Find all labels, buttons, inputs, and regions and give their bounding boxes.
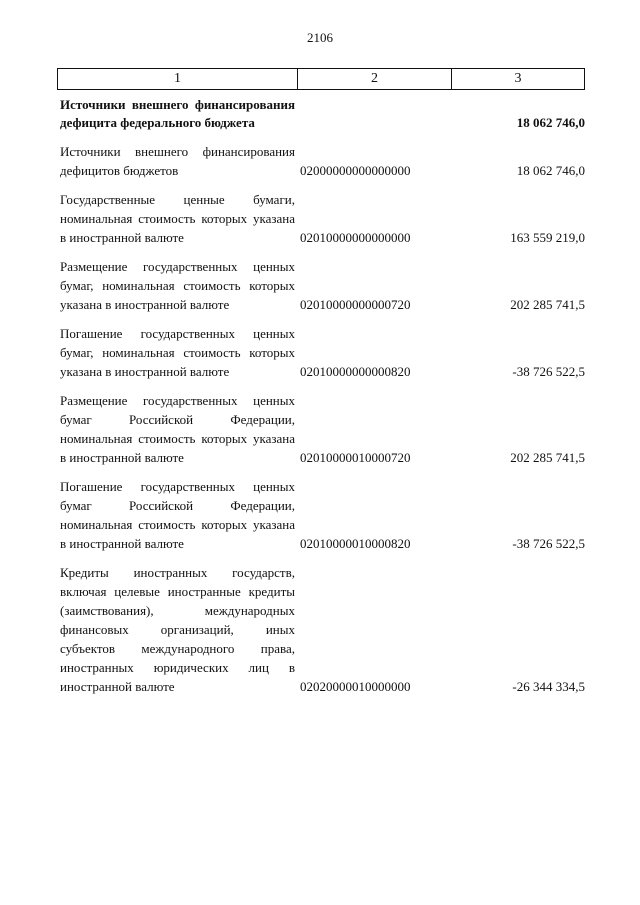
page-number: 2106 (307, 30, 333, 45)
table-row (60, 96, 585, 132)
header-col-3: 3 (514, 71, 522, 86)
row-value: -38 726 522,5 (512, 364, 585, 379)
row-value: -38 726 522,5 (512, 536, 585, 551)
row-code: 02010000010000720 (300, 450, 411, 465)
table-row (60, 477, 585, 553)
header-col-1: 1 (58, 69, 298, 89)
row-value: 202 285 741,5 (510, 297, 585, 312)
table-body (60, 96, 585, 706)
row-value: 18 062 746,0 (516, 115, 585, 130)
row-description: Государственные ценные бумаги, номинальная стоимость которых указана в иностранной валюте (60, 192, 295, 245)
row-description: Размещение государственных ценных бумаг Российской Федерации, номинальная стоимость которых указана в иностранной валюте (60, 393, 295, 465)
row-description: Размещение государственных ценных бумаг, номинальная стоимость которых указана в иностранной валюте (60, 259, 295, 312)
row-value: 163 559 219,0 (510, 230, 585, 245)
table-row (60, 190, 585, 247)
row-code: 02010000000000820 (300, 364, 411, 379)
row-value: 202 285 741,5 (510, 450, 585, 465)
row-value: 18 062 746,0 (516, 163, 585, 178)
row-code: 02010000010000820 (300, 536, 411, 551)
table-header (57, 68, 585, 90)
row-code: 02000000000000000 (300, 163, 411, 178)
table-row (60, 563, 585, 696)
row-description: Источники внешнего финансирования дефицита федерального бюджета (60, 97, 295, 130)
row-description: Кредиты иностранных государств, включая целевые иностранные кредиты (заимствования), международных финансовых организаций, иных субъектов международного права, иностранных юридических лиц в иностранной валюте (60, 565, 295, 694)
row-code: 02010000000000000 (300, 230, 411, 245)
row-value: -26 344 334,5 (512, 679, 585, 694)
row-code: 02010000000000720 (300, 297, 411, 312)
row-code: 02020000010000000 (300, 679, 411, 694)
row-description: Погашение государственных ценных бумаг, номинальная стоимость которых указана в иностранной валюте (60, 326, 295, 379)
table-row (60, 324, 585, 381)
header-col-2: 2 (298, 69, 452, 89)
row-description: Источники внешнего финансирования дефицитов бюджетов (60, 144, 295, 178)
row-description: Погашение государственных ценных бумаг Российской Федерации, номинальная стоимость которых указана в иностранной валюте (60, 479, 295, 551)
table-row (60, 257, 585, 314)
table-row (60, 391, 585, 467)
table-row (60, 142, 585, 180)
